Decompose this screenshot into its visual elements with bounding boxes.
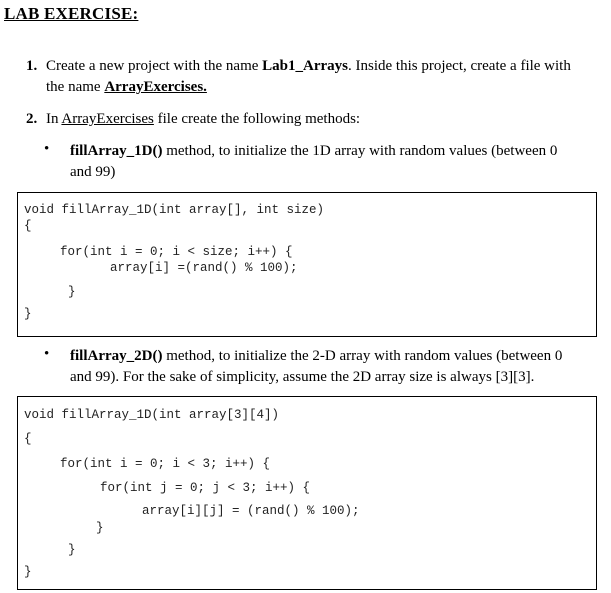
code-block-1 [17,192,597,337]
bullet-1-line-1 [70,141,557,162]
instruction-text: Create a new project with the name [46,58,263,74]
code-line: for(int i = 0; i < 3; i++) { [60,457,271,471]
instruction-text: In [46,111,62,127]
instruction-text: the name [46,79,105,95]
bullet-text: method, to initialize the 1D array with random values (between 0 [162,143,558,159]
project-name: Lab1_Arrays [262,58,349,74]
bullet-symbol: • [44,141,50,157]
code-line: for(int j = 0; j < 3; i++) { [100,481,311,495]
code-line: } [68,285,76,299]
item-number: 1. [26,58,38,74]
file-name: ArrayExercises. [104,79,207,95]
item-number: 2. [26,111,38,127]
bullet-1-line-2: and 99) [70,164,116,180]
code-line: } [24,307,32,321]
instruction-1-line-1 [46,56,611,77]
code-line: void fillArray_1D(int array[], int size) [24,203,325,217]
bullet-symbol: • [44,346,50,362]
instruction-text: . Inside this project, create a file with [348,58,571,74]
instruction-2-line [46,109,360,130]
code-line: { [24,432,32,446]
method-name: fillArray_2D() [70,348,163,364]
file-name: ArrayExercises [61,111,154,127]
code-line: for(int i = 0; i < size; i++) { [60,245,293,259]
code-block-2 [17,396,597,590]
code-line: array[i][j] = (rand() % 100); [142,504,360,518]
code-line: { [24,219,32,233]
bullet-2-line-1 [70,346,562,367]
bullet-text: method, to initialize the 2-D array with random values (between 0 [162,348,563,364]
code-line: array[i] =(rand() % 100); [110,261,298,275]
code-line: } [96,521,104,535]
bullet-2-line-2: and 99). For the sake of simplicity, assume the 2D array size is always [3][3]. [70,369,535,385]
instruction-1-line-2 [46,77,207,98]
code-line: } [68,543,76,557]
instruction-text: file create the following methods: [153,111,361,127]
method-name: fillArray_1D() [70,143,163,159]
code-line: void fillArray_1D(int array[3][4]) [24,408,280,422]
code-line: } [24,565,32,579]
page-heading: LAB EXERCISE: [4,4,139,23]
